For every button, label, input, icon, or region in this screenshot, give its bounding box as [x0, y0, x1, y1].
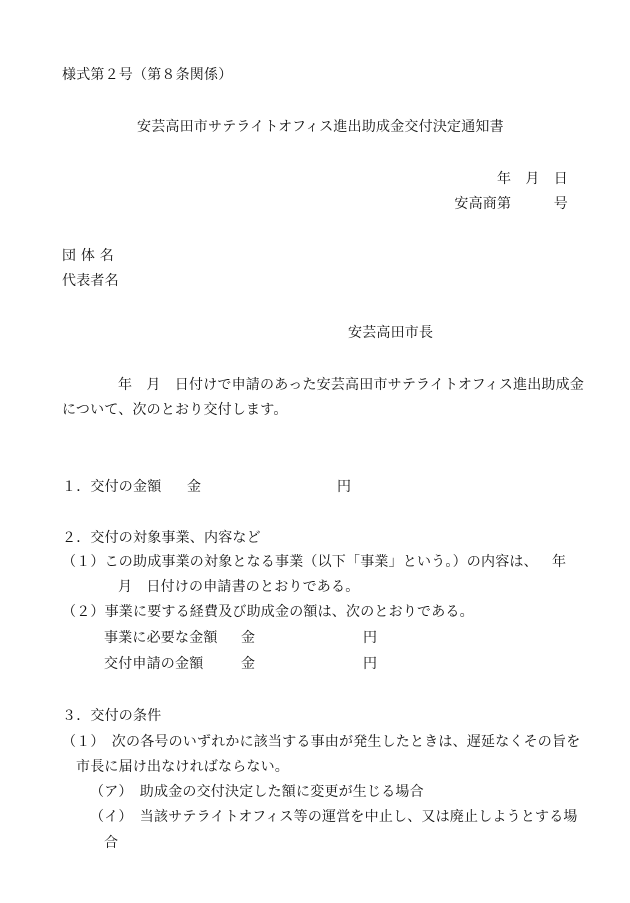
- application-amount-kin: 金: [241, 656, 256, 672]
- form-number: 様式第２号（第８条関係）: [62, 67, 233, 83]
- section2-item1-line1: （１）この助成事業の対象となる事業（以下「事業」という。）の内容は、: [62, 554, 538, 570]
- section3-item1-line2: 市長に届け出なければならない。: [76, 759, 289, 775]
- intro-line-2: について、次のとおり交付します。: [62, 402, 288, 418]
- grant-amount-yen: 円: [337, 479, 352, 495]
- application-amount-label: 交付申請の金額: [104, 656, 204, 672]
- date-line: 年 月 日: [497, 171, 568, 187]
- section2-item1-year: 年: [552, 554, 567, 570]
- intro-line-1: 年 月 日付けで申請のあった安芸高田市サテライトオフィス進出助成金: [118, 377, 585, 393]
- section3-sub-i-line1: （イ） 当該サテライトオフィス等の運営を中止し、又は廃止しようとする場: [90, 809, 578, 825]
- section2-heading: ２．交付の対象事業、内容など: [62, 530, 261, 546]
- section3-item1-line1: （１） 次の各号のいずれかに該当する事由が発生したときは、遅延なくその旨を: [62, 734, 581, 750]
- section2-item1-line2: 月 日付けの申請書のとおりである。: [118, 579, 360, 595]
- required-amount-kin: 金: [241, 630, 256, 646]
- representative-label: 代表者名: [62, 273, 119, 289]
- section3-sub-i-line2: 合: [104, 835, 119, 851]
- section3-sub-a: （ア） 助成金の交付決定した額に変更が生じる場合: [90, 784, 424, 800]
- organization-name-label: 団 体 名: [62, 248, 114, 264]
- reference-number: 安高商第 号: [454, 196, 568, 212]
- issuer-name: 安芸高田市長: [348, 325, 434, 341]
- application-amount-yen: 円: [363, 656, 378, 672]
- document-title: 安芸高田市サテライトオフィス進出助成金交付決定通知書: [137, 119, 504, 135]
- required-amount-label: 事業に必要な金額: [104, 630, 218, 646]
- section2-item2-line1: （２）事業に要する経費及び助成金の額は、次のとおりである。: [62, 604, 474, 620]
- grant-amount-kin: 金: [187, 479, 202, 495]
- grant-amount-label: １．交付の金額: [62, 479, 162, 495]
- required-amount-yen: 円: [363, 630, 378, 646]
- section3-heading: ３．交付の条件: [62, 708, 162, 724]
